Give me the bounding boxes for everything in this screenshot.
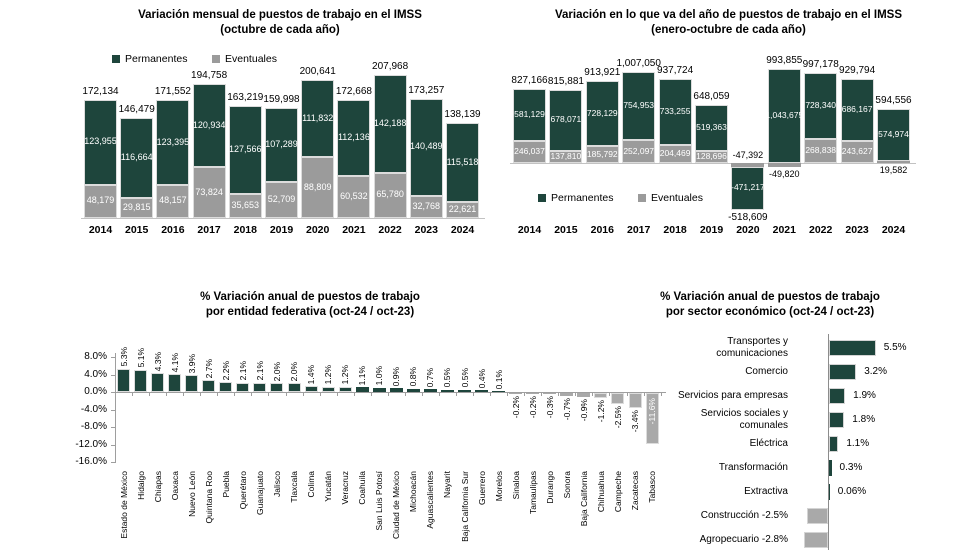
bar-value-label: 1.2% — [340, 365, 351, 385]
category-label: 2014 — [88, 224, 113, 236]
x-axis-tick-mark — [303, 393, 304, 396]
category-label: 2020 — [306, 224, 330, 236]
bar-value-label: 0.3% — [839, 462, 863, 473]
y-axis-tick-mark — [111, 375, 115, 376]
legend-item-permanentes — [538, 192, 613, 204]
y-axis-tick-label: 8.0% — [84, 351, 107, 362]
bar — [829, 412, 844, 428]
x-axis-tick-mark — [354, 393, 355, 396]
category-label: 2020 — [736, 224, 760, 236]
total-label: 827,166 — [511, 74, 548, 86]
category-label: Jalisco — [271, 471, 282, 497]
category-label: Yucatán — [323, 471, 334, 502]
category-label: Michoacán — [408, 471, 419, 513]
legend-item-eventuales — [638, 192, 703, 204]
segment-value-label: 111,832 — [302, 112, 334, 123]
legend-label: Permanentes — [551, 192, 614, 204]
bar — [829, 436, 838, 452]
chart-ytd-variation — [486, 0, 971, 262]
category-label: 2024 — [450, 224, 475, 236]
x-axis-tick-mark — [541, 393, 542, 396]
bar — [305, 386, 318, 392]
segment-value-label: 1,043,675 — [765, 110, 804, 121]
x-axis-tick-mark — [388, 393, 389, 396]
category-label: Guerrero — [476, 471, 487, 506]
total-label: 173,257 — [408, 85, 445, 97]
y-axis-tick-mark — [111, 410, 115, 411]
category-label: Baja California — [578, 471, 589, 527]
y-axis-line — [115, 353, 116, 463]
total-label: 993,855 — [766, 55, 803, 67]
bar — [611, 393, 624, 404]
x-axis-tick-mark — [286, 393, 287, 396]
segment-value-label: 127,566 — [229, 143, 262, 154]
bar — [560, 393, 573, 396]
bar-value-label: -2.5% — [612, 405, 623, 429]
sector-label: Extractiva — [744, 485, 788, 497]
total-label: 159,998 — [263, 94, 300, 106]
bar — [807, 508, 828, 524]
segment-value-label: 137,810 — [550, 150, 582, 161]
category-label: Guanajuato — [254, 471, 265, 515]
bar — [509, 393, 522, 394]
category-label: Sonora — [561, 471, 572, 499]
x-axis-tick-mark — [234, 393, 235, 396]
bar-value-label: 5.1% — [135, 348, 146, 368]
segment-value-label: 686,167 — [841, 104, 873, 115]
chart-title-line1: % Variación anual de puestos de trabajo — [660, 291, 880, 303]
segment-value-label: 519,363 — [696, 122, 727, 133]
segment-value-label: 60,532 — [340, 191, 368, 202]
bar-value-label: -3.4% — [630, 409, 640, 433]
segment-value-label: 733,255 — [659, 105, 691, 116]
segment-value-label: 65,780 — [376, 189, 404, 200]
y-axis-tick-label: 4.0% — [84, 368, 107, 380]
segment-value-label: 19,582 — [879, 165, 908, 175]
category-label: Nuevo León — [186, 471, 197, 517]
category-label: Hidalgo — [135, 471, 146, 500]
category-label: Tabasco — [647, 471, 658, 503]
segment-value-label: 120,934 — [192, 119, 226, 130]
bar — [134, 370, 147, 392]
segment-value-label: 574,974 — [878, 129, 909, 140]
category-label: 2017 — [197, 224, 221, 236]
legend-item-eventuales — [212, 53, 277, 65]
x-axis-tick-mark — [456, 393, 457, 396]
sector-label: Agropecuario -2.8% — [699, 533, 788, 545]
segment-value-label: 48,179 — [86, 195, 115, 206]
bar — [829, 364, 856, 380]
bar — [202, 380, 215, 392]
segment-value-label: 140,489 — [410, 141, 443, 152]
total-label: 997,178 — [802, 59, 839, 71]
bar-value-label: -0.2% — [527, 396, 538, 419]
bar — [390, 388, 403, 392]
category-label: 2017 — [627, 224, 651, 236]
chart-variation-by-sector — [640, 282, 971, 558]
segment-value-label: -471,217 — [731, 182, 765, 193]
sector-label: Comercio — [745, 365, 788, 377]
y-axis-tick-mark — [111, 357, 115, 358]
segment-value-label: 204,469 — [659, 147, 691, 158]
x-axis-tick-mark — [609, 393, 610, 396]
category-label: 2023 — [845, 224, 869, 236]
x-axis-tick-mark — [524, 393, 525, 396]
x-axis-tick-mark — [251, 393, 252, 396]
segment-value-label: 728,340 — [805, 100, 837, 111]
category-label: Baja California Sur — [459, 471, 470, 542]
bar-value-label: 0.06% — [837, 486, 867, 497]
legend-label: Eventuales — [651, 192, 703, 204]
total-label: 163,219 — [227, 92, 264, 104]
bar-value-label: -1.2% — [595, 400, 606, 423]
chart-title — [70, 8, 490, 38]
bar — [168, 374, 181, 392]
category-label: Quintana Roo — [203, 471, 214, 524]
bar — [407, 389, 420, 393]
bar-value-label: 1.4% — [306, 364, 317, 384]
category-label: 2023 — [414, 224, 438, 236]
bar — [441, 390, 454, 392]
segment-value-label: 73,824 — [195, 186, 223, 197]
bar — [829, 340, 876, 356]
bar — [151, 373, 164, 392]
bar — [219, 382, 232, 392]
category-label: 2022 — [809, 224, 833, 236]
sector-label: Servicios para empresas — [677, 389, 788, 401]
category-label: Tamaulipas — [527, 471, 538, 514]
category-label: Zacatecas — [630, 471, 640, 511]
bar — [804, 532, 828, 548]
total-label: 146,479 — [118, 103, 155, 115]
segment-value-label: 32,768 — [412, 200, 441, 211]
bar-value-label: -0.2% — [510, 396, 521, 419]
total-label: 194,758 — [191, 70, 228, 82]
total-label: 138,139 — [444, 109, 481, 121]
sector-label: Servicios sociales y comunales — [700, 407, 788, 431]
x-axis-tick-mark — [473, 393, 474, 396]
bar — [475, 390, 488, 392]
category-label: Colima — [306, 471, 317, 498]
chart-title-line1: Variación en lo que va del año de puestos de trabajo en el IMSS — [554, 9, 902, 21]
bar — [424, 389, 437, 392]
x-axis-tick-mark — [132, 393, 133, 396]
x-axis-tick-mark — [592, 393, 593, 396]
category-label: Morelos — [493, 471, 504, 502]
category-label: 2015 — [554, 224, 578, 236]
segment-value-label: 116,664 — [120, 151, 153, 162]
total-label: 200,641 — [299, 66, 336, 78]
y-axis-tick-label: -8.0% — [80, 421, 107, 432]
bar-value-label: 0.5% — [459, 368, 470, 388]
segment-value-label: 252,097 — [623, 145, 655, 156]
bar-value-label: 1.9% — [853, 390, 876, 401]
segment-value-label: 123,395 — [156, 136, 190, 147]
x-axis-tick-mark — [422, 393, 423, 396]
bar — [236, 383, 249, 392]
x-axis-tick-mark — [558, 393, 559, 396]
chart-title-line2: por sector económico (oct-24 / oct-23) — [665, 306, 875, 318]
bar-segment-eventuales — [768, 163, 801, 167]
category-label: 2016 — [590, 224, 614, 236]
total-label: 937,724 — [657, 64, 694, 76]
bar — [543, 393, 556, 394]
total-label: 815,881 — [547, 75, 584, 87]
bar — [356, 387, 369, 392]
y-axis-tick-label: -16.0% — [75, 456, 107, 467]
legend-swatch — [212, 55, 220, 63]
bar — [458, 390, 471, 392]
segment-value-label: 48,157 — [159, 195, 187, 206]
bar-value-label: -0.9% — [578, 398, 589, 422]
segment-value-label: 112,136 — [337, 132, 370, 142]
bar — [577, 393, 590, 397]
legend-label: Permanentes — [125, 53, 188, 65]
category-label: 2016 — [161, 224, 185, 236]
total-label: 594,556 — [875, 95, 912, 107]
x-axis-tick-mark — [439, 393, 440, 396]
bar-value-label: 1.1% — [846, 438, 870, 449]
bar-value-label: 5.5% — [883, 342, 907, 353]
x-axis-tick-mark — [183, 393, 184, 396]
category-label: Ciudad de México — [391, 471, 402, 540]
chart-title-line2: (octubre de cada año) — [220, 24, 340, 36]
bar-value-label: 0.4% — [476, 368, 487, 389]
x-axis-tick-mark — [217, 393, 218, 396]
x-axis-tick-mark — [627, 393, 628, 396]
segment-value-label: 52,709 — [267, 193, 296, 204]
category-label: 2021 — [772, 224, 796, 236]
y-axis-tick-mark — [111, 427, 115, 428]
bar-value-label: -0.7% — [561, 398, 572, 421]
bar-value-label: 2.1% — [254, 361, 265, 381]
total-label: 207,968 — [372, 61, 409, 73]
bar-value-label: 2.0% — [271, 361, 282, 382]
chart-variation-by-state — [60, 282, 685, 558]
chart-title — [640, 290, 900, 320]
legend-swatch — [112, 55, 120, 63]
bar — [829, 388, 845, 404]
bar — [117, 369, 130, 392]
bar-segment-eventuales — [877, 161, 910, 163]
bar-value-label: 0.9% — [391, 366, 402, 387]
category-label: Sinaloa — [510, 471, 521, 500]
segment-value-label: 728,129 — [586, 107, 618, 118]
legend-swatch — [638, 194, 646, 202]
bar-value-label: 4.3% — [152, 351, 163, 372]
category-label: 2018 — [663, 224, 687, 236]
total-label: 1,007,050 — [616, 58, 661, 70]
category-label: Puebla — [220, 471, 231, 498]
bar-value-label: 1.1% — [357, 365, 368, 386]
y-axis-tick-label: -12.0% — [75, 438, 107, 450]
bar-value-label: 1.0% — [374, 366, 385, 386]
category-label: 2024 — [881, 224, 906, 236]
category-label: San Luis Potosí — [374, 471, 385, 531]
category-label: 2022 — [378, 224, 402, 236]
category-label: Chiapas — [152, 471, 163, 503]
bar — [829, 484, 830, 500]
bar-value-label: 2.7% — [203, 358, 214, 379]
sector-label: Construcción -2.5% — [700, 509, 788, 521]
legend-item-permanentes — [112, 53, 187, 65]
y-axis-tick-mark — [111, 445, 115, 446]
x-axis-tick-mark — [149, 393, 150, 396]
chart-title-line1: Variación mensual de puestos de trabajo en el IMSS — [138, 9, 422, 21]
bar — [339, 387, 352, 392]
bar — [253, 383, 266, 392]
legend-label: Eventuales — [225, 53, 277, 65]
x-axis-tick-mark — [115, 393, 116, 396]
category-label: Tlaxcala — [289, 471, 299, 503]
bar-value-label: 0.7% — [425, 367, 436, 387]
segment-value-label: -47,392 — [732, 150, 764, 160]
total-label: 929,794 — [839, 65, 876, 77]
segment-value-label: 268,838 — [805, 144, 837, 155]
bar-value-label: 3.9% — [186, 353, 197, 373]
segment-value-label: 29,815 — [122, 201, 151, 212]
segment-value-label: 754,953 — [623, 100, 655, 111]
bar-value-label: 0.8% — [408, 367, 419, 387]
category-label: Coahuila — [357, 471, 368, 505]
category-label: Estado de México — [118, 471, 129, 539]
bar-value-label: 0.1% — [493, 369, 504, 389]
total-label: 648,059 — [693, 90, 730, 102]
x-axis-tick-mark — [337, 393, 338, 396]
segment-value-label: 581,129 — [514, 108, 545, 119]
x-axis-tick-mark — [268, 393, 269, 396]
chart-title — [496, 8, 961, 38]
bar — [492, 391, 505, 392]
bar-value-label: 1.2% — [323, 365, 334, 385]
segment-value-label: 22,621 — [448, 204, 477, 215]
category-label: Nayarit — [442, 471, 453, 498]
category-label: Veracruz — [340, 471, 351, 505]
bar — [322, 387, 335, 392]
total-label: 171,552 — [154, 86, 191, 98]
sector-label: Transportes y comunicaciones — [716, 335, 788, 359]
x-axis-tick-mark — [320, 393, 321, 396]
segment-value-label: 88,809 — [303, 181, 332, 192]
category-label: Oaxaca — [169, 471, 180, 501]
x-axis-line — [510, 163, 916, 164]
category-label: 2021 — [342, 224, 366, 236]
category-label: Chihuahua — [595, 471, 606, 513]
segment-value-label: 142,188 — [373, 118, 407, 129]
category-label: 2015 — [125, 224, 149, 236]
total-label: 913,921 — [584, 66, 621, 78]
segment-value-label: 35,653 — [231, 199, 260, 210]
segment-value-label: 115,518 — [446, 156, 479, 167]
category-label: Campeche — [612, 471, 623, 513]
chart-title — [100, 290, 520, 320]
bar — [288, 383, 301, 392]
bar-value-label: -0.3% — [544, 396, 555, 419]
total-label: 172,134 — [82, 85, 119, 97]
bar-value-label: 2.1% — [237, 361, 248, 381]
x-axis-tick-mark — [166, 393, 167, 396]
bar-value-label: 3.2% — [864, 366, 887, 377]
bar — [829, 460, 832, 476]
segment-value-label: 246,037 — [514, 145, 545, 156]
bar-value-label: 2.2% — [220, 361, 231, 381]
bar-value-label: 4.1% — [169, 352, 180, 373]
legend-swatch — [538, 194, 546, 202]
chart-title-line2: (enero-octubre de cada año) — [651, 24, 806, 36]
total-label: -518,609 — [728, 211, 768, 223]
chart-title-line2: por entidad federativa (oct-24 / oct-23) — [205, 306, 415, 318]
y-axis-tick-label: 0.0% — [84, 386, 107, 397]
category-label: 2018 — [233, 224, 257, 236]
x-axis-tick-mark — [490, 393, 491, 396]
bar — [526, 393, 539, 394]
bar-value-label: 0.5% — [442, 368, 453, 388]
bar — [594, 393, 607, 398]
segment-value-label: 678,071 — [550, 114, 582, 125]
x-axis-line — [81, 218, 485, 219]
category-label: Durango — [544, 471, 555, 504]
category-label: Aguascalientes — [425, 471, 436, 529]
sector-label: Transformación — [718, 461, 788, 473]
category-label: 2019 — [699, 224, 724, 236]
x-axis-tick-mark — [371, 393, 372, 396]
segment-value-label: 128,696 — [696, 151, 727, 162]
bar — [373, 388, 386, 392]
segment-value-label: 123,955 — [84, 136, 117, 147]
bar — [185, 375, 198, 392]
total-label: 172,668 — [335, 85, 372, 97]
category-label: 2019 — [269, 224, 294, 236]
sector-label: Eléctrica — [749, 437, 788, 449]
chart-monthly-variation — [0, 0, 486, 262]
bar-value-label: 2.0% — [289, 361, 299, 382]
segment-value-label: 107,289 — [265, 139, 298, 150]
chart-title-line1: % Variación anual de puestos de trabajo — [200, 291, 420, 303]
x-axis-tick-mark — [575, 393, 576, 396]
bar-value-label: 1.8% — [852, 414, 876, 425]
x-axis-tick-mark — [405, 393, 406, 396]
category-label: 2014 — [517, 224, 542, 236]
bar-value-label: 5.3% — [118, 347, 129, 367]
x-axis-tick-mark — [507, 393, 508, 396]
segment-value-label: -49,820 — [769, 169, 800, 180]
y-axis-tick-label: -4.0% — [80, 403, 107, 415]
bar-value-label: -11.6% — [647, 398, 658, 425]
x-axis-tick-mark — [200, 393, 201, 396]
segment-value-label: 185,792 — [586, 148, 618, 159]
bar — [270, 383, 283, 392]
y-axis-tick-mark — [111, 462, 115, 463]
segment-value-label: 243,627 — [841, 146, 873, 157]
category-label: Querétaro — [237, 471, 248, 510]
